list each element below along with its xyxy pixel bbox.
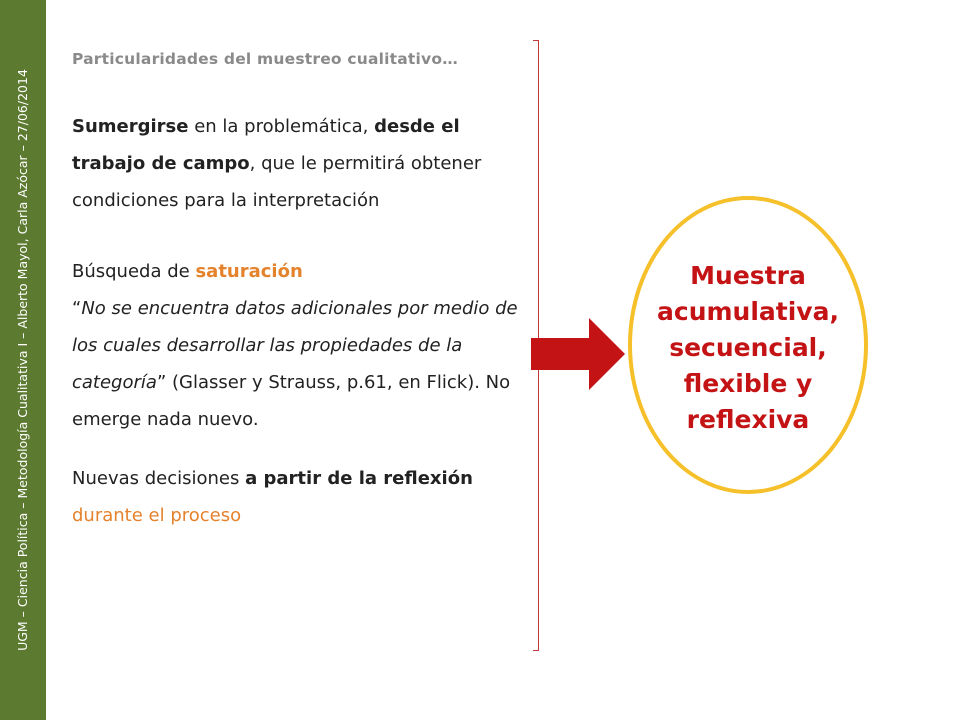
quote-mark-close: ” <box>156 372 167 393</box>
paragraph-saturation <box>72 253 522 290</box>
paragraph-decisions <box>72 460 522 534</box>
slide-title: Particularidades del muestreo cualitativo… <box>72 50 458 68</box>
sidebar-footer-text: UGM – Ciencia Política – Metodología Cualitativa I – Alberto Mayol, Carla Azócar – 27/06/2014 <box>15 69 30 651</box>
text-fragment: Nuevas decisiones <box>72 468 246 489</box>
circle-label: Muestra acumulativa, secuencial, flexible y reflexiva <box>657 261 839 434</box>
text-durante-proceso: durante el proceso <box>72 505 242 526</box>
text-fragment: en la problemática, <box>188 116 375 137</box>
quote-text: No se encuentra datos adicionales por medio de los cuales desarrollar las propiedades de la categoría <box>72 298 518 393</box>
text-fragment: Búsqueda de <box>72 261 196 282</box>
term-reflexion: a partir de la reflexión <box>245 468 473 489</box>
divider-tick-top <box>533 40 539 41</box>
term-sumergirse: Sumergirse <box>72 116 189 137</box>
sidebar-band <box>0 0 46 720</box>
text-fragment: , que le permitirá obtener condiciones para la interpretación <box>72 153 482 211</box>
term-saturacion: saturación <box>195 261 303 282</box>
quote-citation: (Glasser y Strauss, p.61, en Flick). No emerge nada nuevo. <box>72 372 511 430</box>
quote-mark-open: “ <box>72 298 82 319</box>
right-arrow-icon <box>531 318 625 390</box>
slide-body <box>72 108 522 534</box>
paragraph-immersion <box>72 108 522 219</box>
term-trabajo-de-campo: desde el trabajo de campo <box>72 116 460 174</box>
paragraph-quote <box>72 290 522 438</box>
divider-tick-bottom <box>533 650 539 651</box>
